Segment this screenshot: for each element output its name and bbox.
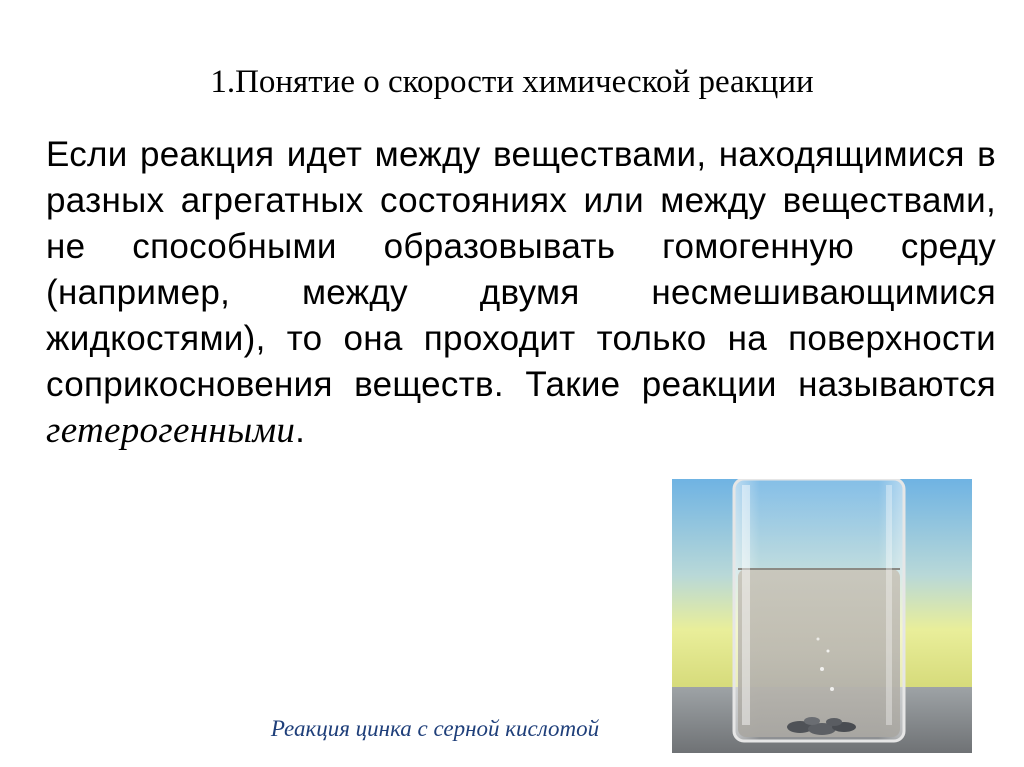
beaker-photo (672, 479, 972, 753)
body-end-punct: . (295, 411, 306, 450)
body-main-text: Если реакция идет между веществами, находящимися в разных агрегатных состояниях или между веществами, не способными образовывать гомогенную среду (например, между двумя несмешивающимися жидкостями), то она проходит только на поверхности соприкосновения веществ. Такие реакции называются (46, 135, 996, 404)
photo-caption: Реакция цинка с серной кислотой (270, 716, 600, 741)
body-emphasis-term: гетерогенными (46, 410, 296, 451)
beaker-photo-image (672, 479, 972, 753)
body-paragraph (46, 132, 996, 454)
slide-title: 1.Понятие о скорости химической реакции (210, 64, 814, 100)
